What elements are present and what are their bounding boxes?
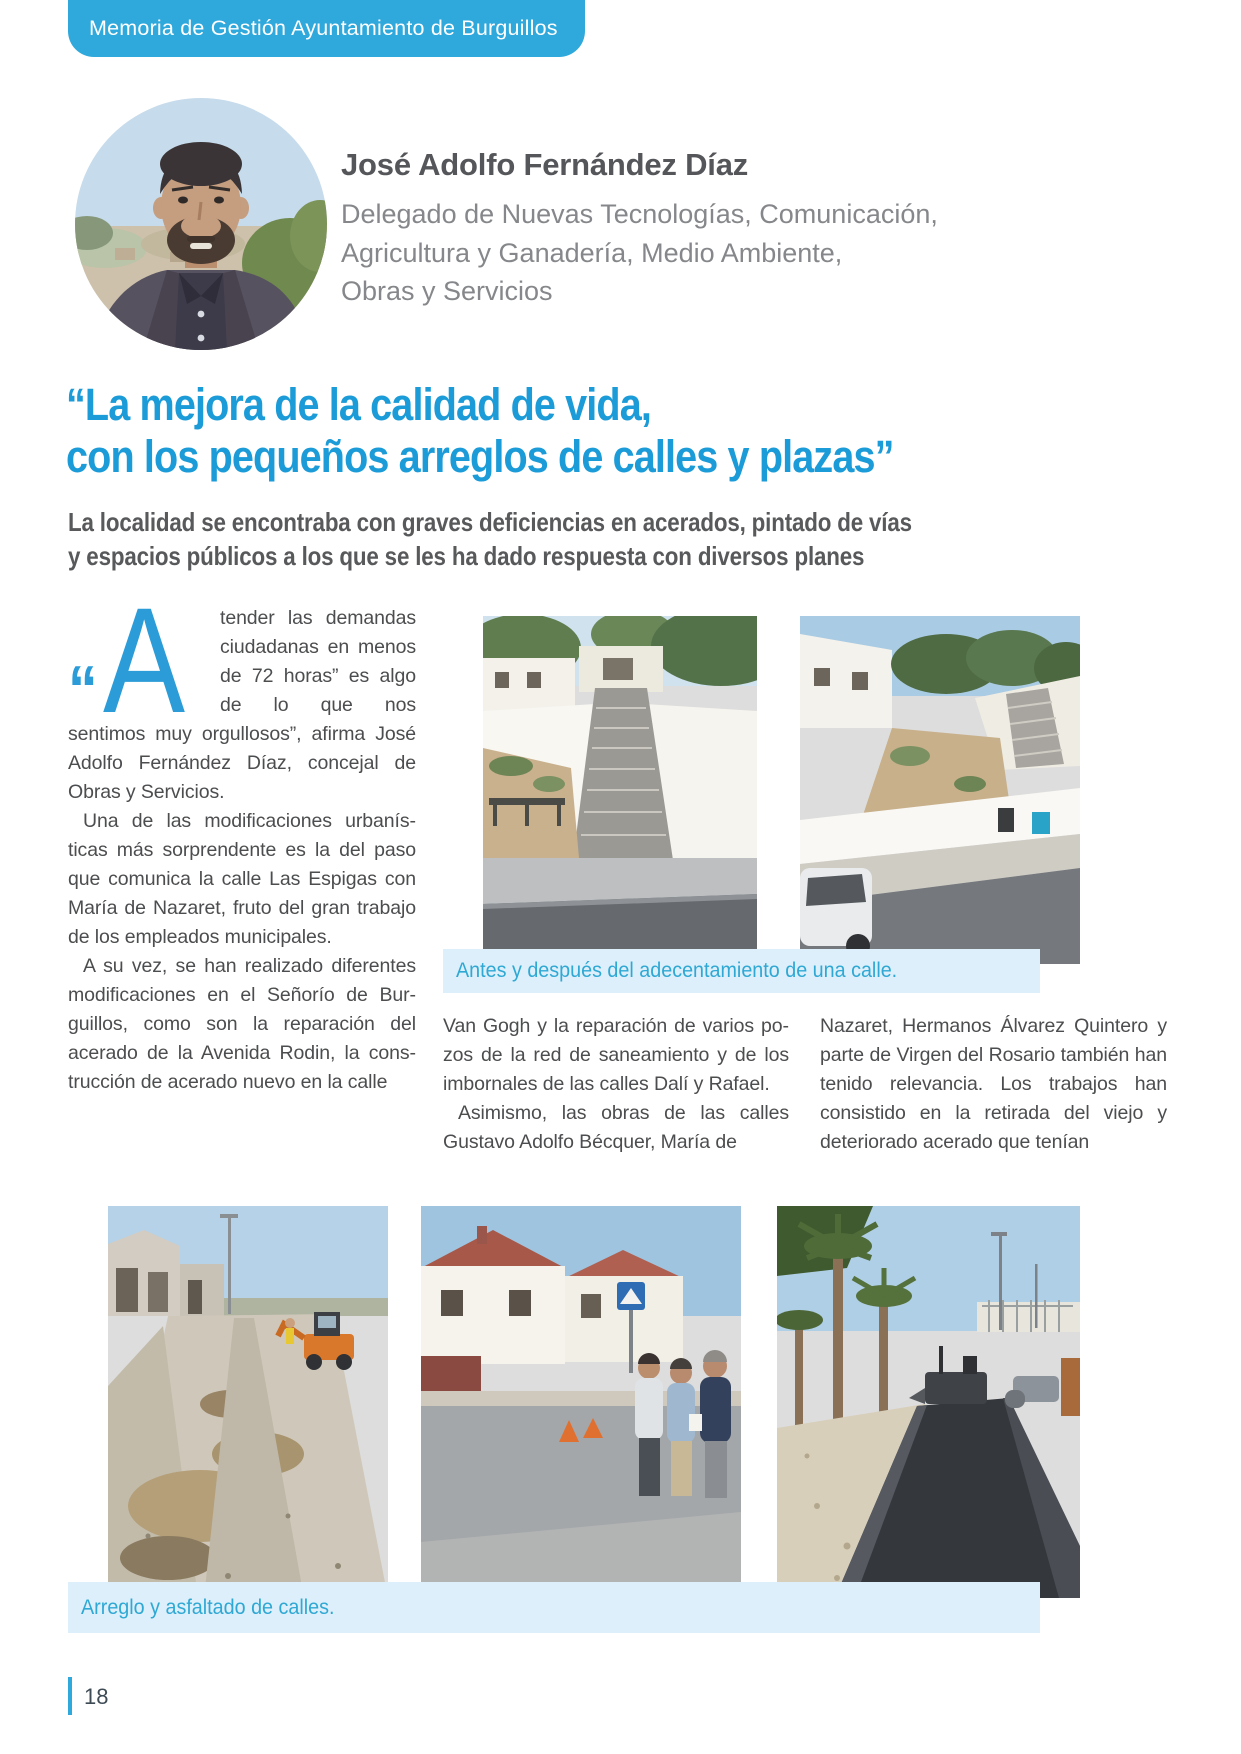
article-column-3: [820, 1012, 1167, 1157]
resurfacing-illustration: [108, 1206, 388, 1598]
caption-top-text: Antes y después del adecentamiento de una calle.: [456, 959, 898, 982]
drop-cap-letter: A: [102, 576, 185, 744]
paragraph: Nazaret, Hermanos Álvarez Quintero y parte de Virgen del Rosario también han tenido relevancia. Los trabajos han consistido en la retirada del viejo y deteriorado acerado que tenían: [820, 1015, 1167, 1153]
caption-top-photos: [443, 949, 1040, 993]
drop-cap-quote-mark: “: [68, 652, 98, 726]
person-name: José Adolfo Fernández Díaz: [341, 147, 749, 182]
photo-street-before: [483, 616, 757, 964]
caption-bottom-text: Arreglo y asfaltado de calles.: [81, 1595, 335, 1619]
headline: [66, 379, 1006, 483]
paragraph: Asimismo, las obras de las calles Gustavo Adolfo Bécquer, María de: [443, 1102, 789, 1153]
photo-street-after: [800, 616, 1080, 964]
officials-visit-illustration: [421, 1206, 741, 1598]
paragraph: Una de las modificaciones urbanísticas más sorprendente es la del paso que comunica la calle Las Espigas con María de Nazaret, fruto del gran trabajo de los empleados municipales.: [68, 810, 416, 948]
photo-street-resurfacing: [108, 1206, 388, 1598]
headline-line-1: “La mejora de la calidad de vida,: [66, 379, 651, 430]
standfirst: [68, 505, 1049, 573]
person-role-line-3: Obras y Servicios: [341, 276, 553, 306]
header-badge-label: Memoria de Gestión Ayuntamiento de Burguillos: [89, 16, 558, 40]
street-before-illustration: [483, 616, 757, 964]
profile-photo: [75, 98, 327, 350]
paragraph-lead-text: tender las demandas ciudadanas en menos de 72 horas” es algo de lo que nos sentimos muy orgullosos”, afirma José Adolfo Fernández Díaz, concejal de Obras y Servicios.: [68, 607, 416, 803]
photo-officials-visit: [421, 1206, 741, 1598]
article-column-1: [68, 576, 416, 1097]
profile-id-block: [341, 147, 938, 311]
street-after-illustration: [800, 616, 1080, 964]
header-badge: [68, 0, 585, 57]
article-column-2: [443, 1012, 789, 1157]
caption-bottom-photos: [68, 1582, 1040, 1633]
paragraph: A su vez, se han realizado diferentes modificaciones en el Señorío de Burguillos, como son la reparación del acerado de la Avenida Rodin, la construcción de acerado nuevo en la calle: [68, 955, 416, 1093]
page-number-rule: [68, 1677, 72, 1715]
person-role-line-1: Delegado de Nuevas Tecnologías, Comunicación,: [341, 199, 938, 229]
paragraph-lead: [68, 576, 416, 807]
page-number: 18: [84, 1684, 109, 1709]
standfirst-line-1: La localidad se encontraba con graves deficiencias en acerados, pintado de vías: [68, 507, 912, 537]
asphalt-paving-illustration: [777, 1206, 1080, 1598]
photo-asphalt-paving: [777, 1206, 1080, 1598]
portrait-illustration: [75, 98, 327, 350]
headline-line-2: con los pequeños arreglos de calles y plazas”: [66, 431, 894, 482]
paragraph: Van Gogh y la reparación de varios pozos de la red de saneamiento y de los imbornales de las calles Dalí y Rafael.: [443, 1015, 789, 1095]
person-role-line-2: Agricultura y Ganadería, Medio Ambiente,: [341, 237, 843, 268]
standfirst-line-2: y espacios públicos a los que se les ha dado respuesta con diversos planes: [68, 541, 865, 571]
drop-cap-block: [68, 576, 220, 744]
